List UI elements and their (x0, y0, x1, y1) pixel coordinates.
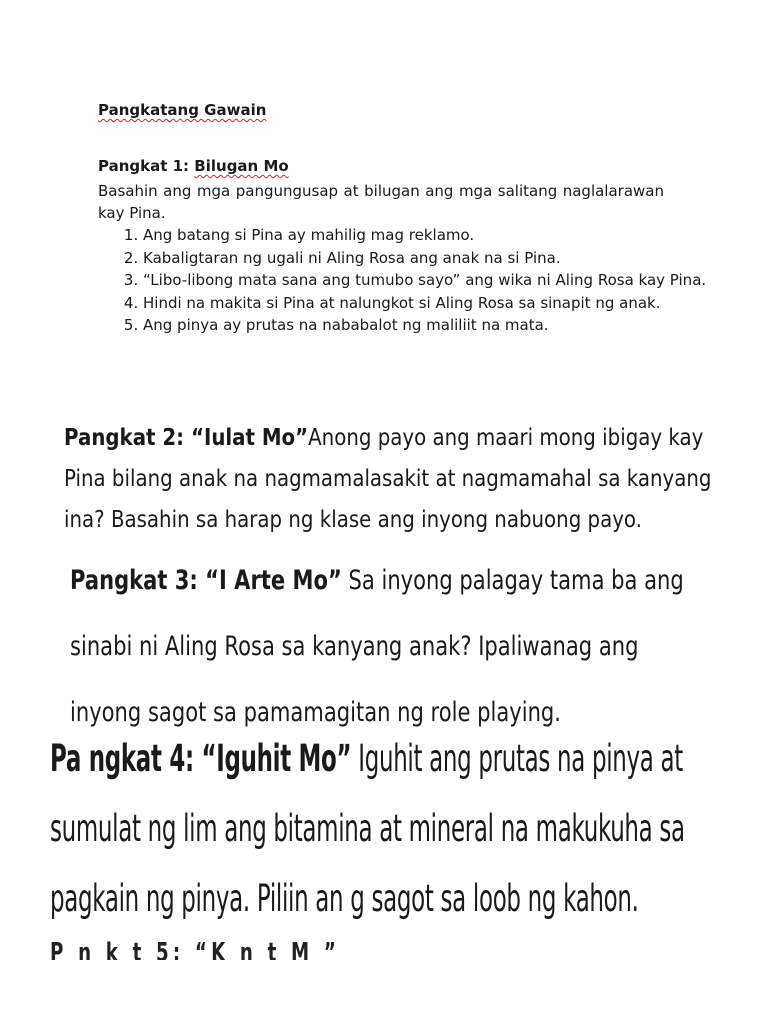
pangkat1-label: Pangkat 1: (98, 157, 190, 175)
list-item: 2. Kabaligtaran ng ugali ni Aling Rosa ang anak na si Pina. (143, 247, 709, 270)
list-item: 5. Ang pinya ay prutas na nababalot ng maliliit na mata. (143, 314, 709, 337)
list-item: 3. “Libo-libong mata sana ang tumubo sayo” ang wika ni Aling Rosa kay Pina. (143, 269, 709, 292)
pangkat1-instruction: Basahin ang mga pangungusap at bilugan ang mga salitang naglalarawan kay Pina. (98, 182, 664, 222)
pangkat1-title: Bilugan Mo (194, 157, 289, 175)
list-item: 4. Hindi na makita si Pina at nalungkot si Aling Rosa sa sinapit ng anak. (143, 292, 709, 315)
list-item: 1. Ang batang si Pina ay mahilig mag reklamo. (143, 224, 709, 247)
pangkat4-block (50, 724, 707, 934)
pangkat2-label: Pangkat 2: “Iulat Mo” (64, 425, 309, 451)
pangkat2-block (64, 418, 718, 541)
pangkat3-label: Pangkat 3: “I Arte Mo” (70, 565, 342, 596)
pangkat3-block (70, 548, 702, 746)
pangkat4-text: Iguhit ang prutas na pinya at sumulat ng lim ang bitamina at mineral na makukuha sa pagkain ng pinya. Piliin an g sagot sa loob ng kahon. (50, 737, 685, 920)
page-title: Pangkatang Gawain (98, 101, 267, 119)
pangkat2-text: Anong payo ang maari mong ibigay kay Pina bilang anak na nagmamalasakit at nagmamahal sa kanyang ina? Basahin sa harap ng klase ang inyong nabuong payo. (64, 425, 712, 533)
pangkat1-heading (98, 157, 289, 175)
cutoff-heading: P n k t 5: “K n t M ” (50, 938, 341, 960)
pangkat4-label: Pa ngkat 4: “Iguhit Mo” (50, 737, 352, 780)
pangkat3-text: Sa inyong palagay tama ba ang sinabi ni Aling Rosa sa kanyang anak? Ipaliwanag ang inyong sagot sa pamamagitan ng role playing. (70, 565, 684, 728)
pangkat1-list (98, 224, 709, 337)
